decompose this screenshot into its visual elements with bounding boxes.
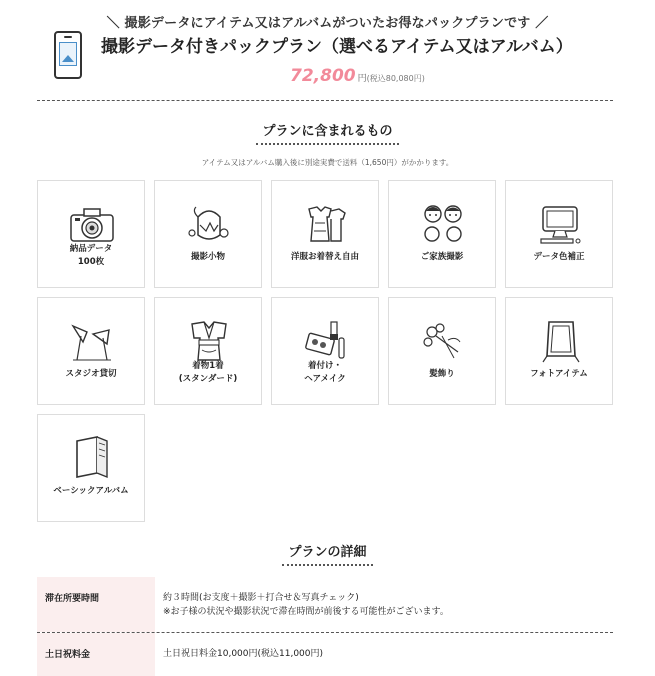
included-item-label: 着物1着 (スタンダード) [178,361,238,384]
included-item-basic-album [37,414,145,522]
included-item-kimono [154,297,262,405]
row-label-stay-time: 滞在所要時間 [37,577,155,632]
included-item-clothes [271,180,379,288]
camera-icon [67,201,117,247]
included-item-photo-item [505,297,613,405]
clothes-icon [301,201,351,247]
included-item-label: 洋服お着替え自由 [290,252,359,262]
included-item-props [154,180,262,288]
included-item-label: 着付け・ ヘアメイク [304,361,346,384]
plan-header [0,0,655,100]
plan-tagline: ＼ 撮影データにアイテム又はアルバムがついたお得なパックプランです ／ [106,16,549,31]
included-item-label: フォトアイテム [530,369,588,379]
props-icon [184,201,234,247]
included-item-label: データ色補正 [533,252,585,262]
album-icon [67,435,117,481]
included-item-makeup [271,297,379,405]
included-item-label: 納品データ 100枚 [69,244,113,267]
plan-price: 72,800 [290,66,356,86]
makeup-icon [301,318,351,364]
price-unit: 円 [357,74,367,84]
included-section-title: プランに含まれるもの [0,120,655,145]
studio-lights-icon [67,318,117,364]
price-tax-included: (税込80,080円) [366,74,425,83]
included-item-color-correction [505,180,613,288]
photo-frame-icon [535,318,585,364]
row-value-weekend-fee: 土日祝日料金10,000円(税込11,000円) [163,649,324,659]
kimono-icon [184,318,234,364]
included-item-camera [37,180,145,288]
included-item-studio [37,297,145,405]
included-item-family [388,180,496,288]
smartphone-icon [54,31,82,79]
row-value-stay-time: 約３時間(お支度＋撮影＋打合せ＆写真チェック) ※お子様の状況や撮影状況で滞在時間が前後する可能性がございます。 [163,593,449,617]
divider [37,100,613,101]
shipping-note: アイテム又はアルバム購入後に別途実費で送料（1,650円）がかかります。 [201,158,454,167]
included-item-label: 髪飾り [429,369,455,379]
details-section-title: プランの詳細 [0,541,655,566]
plan-title: 撮影データ付きパックプラン（選べるアイテム又はアルバム） [97,32,577,57]
row-label-weekend-fee: 土日祝料金 [37,633,155,676]
computer-icon [535,201,585,247]
included-item-label: スタジオ貸切 [65,369,117,379]
family-icon [418,201,468,247]
included-item-label: 撮影小物 [190,252,225,262]
hair-ornament-icon [418,318,468,364]
included-item-label: ベーシックアルバム [53,486,129,496]
price-row [290,66,425,86]
included-item-hair-ornament [388,297,496,405]
included-item-label: ご家族撮影 [420,252,464,262]
table-row [37,577,613,632]
table-row [37,633,613,676]
